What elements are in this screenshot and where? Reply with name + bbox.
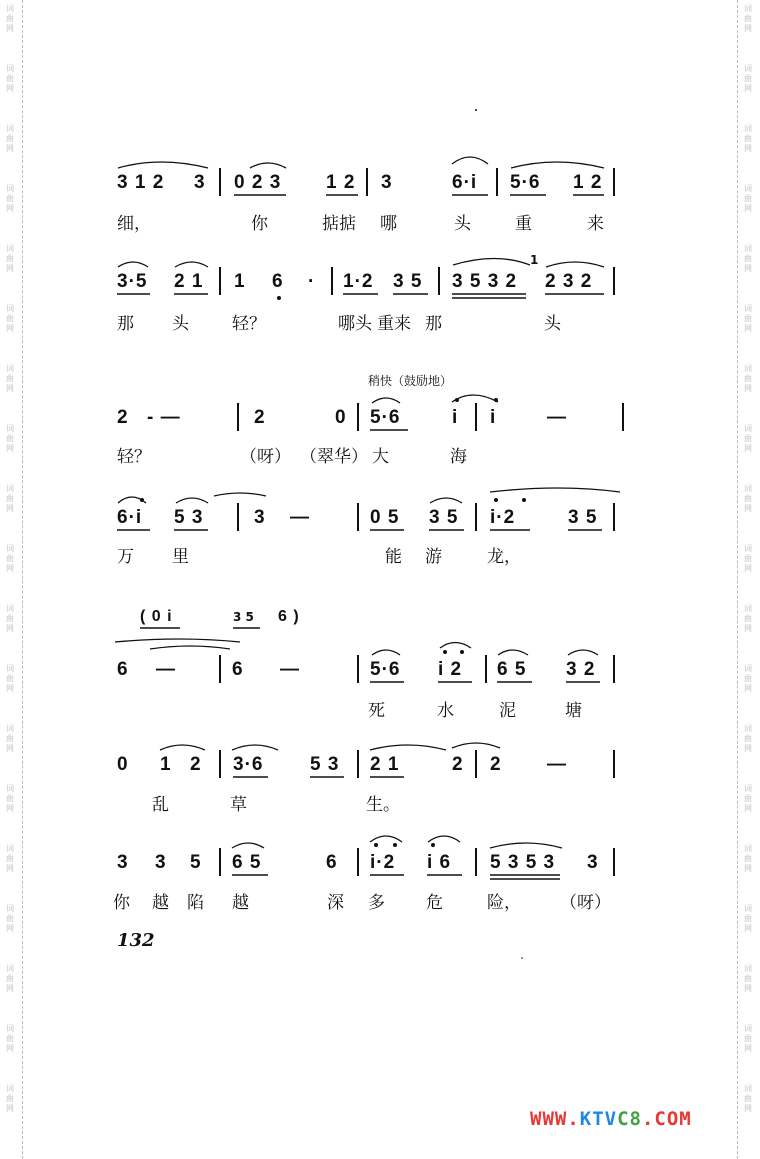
lyric: 头: [172, 314, 189, 334]
note-group: 1 2: [326, 172, 356, 193]
watermark-char: 曲: [6, 254, 14, 263]
lyric: 深: [327, 893, 344, 913]
lyric: 万: [117, 547, 134, 567]
lyric: 里: [172, 547, 189, 567]
watermark-char: 网: [744, 624, 752, 633]
watermark-char: 网: [744, 384, 752, 393]
slur: [150, 646, 230, 649]
lyric: 生。: [366, 795, 400, 815]
watermark-char: 网: [744, 504, 752, 513]
note-group: 6 5: [232, 852, 262, 873]
watermark-char: 曲: [6, 1034, 14, 1043]
lyric: 你: [251, 214, 268, 234]
note-group: 1: [160, 754, 172, 775]
watermark-char: 词: [6, 244, 14, 253]
lyric: 险，: [487, 893, 521, 913]
watermark-char: 曲: [6, 1094, 14, 1103]
slur: [214, 493, 266, 496]
watermark-char: 词: [6, 604, 14, 613]
watermark-char: 网: [744, 84, 752, 93]
watermark-char: 网: [744, 144, 752, 153]
note-group: 1: [234, 271, 246, 292]
watermark-char: 曲: [6, 554, 14, 563]
note-group: 2: [254, 407, 266, 428]
note-group: 5 3 5 3: [490, 852, 556, 873]
note-group: 0: [117, 754, 129, 775]
watermark-char: 词: [6, 484, 14, 493]
lyric: 龙，: [487, 547, 521, 567]
watermark-char: 网: [6, 864, 14, 873]
watermark-char: 曲: [6, 614, 14, 623]
watermark-char: 网: [744, 684, 752, 693]
watermark-char: 词: [744, 1084, 752, 1093]
watermark-char: 网: [744, 984, 752, 993]
note-group: 3·5: [117, 271, 148, 292]
watermark-char: 词: [6, 724, 14, 733]
lyric: 塘: [565, 701, 582, 721]
watermark-char: 词: [744, 544, 752, 553]
watermark-char: 网: [6, 264, 14, 273]
lyric: 草: [230, 795, 247, 815]
watermark-char: 网: [6, 444, 14, 453]
lyric: 水: [437, 701, 454, 721]
watermark-char: 网: [6, 1104, 14, 1113]
watermark-char: 词: [6, 124, 14, 133]
slur: [176, 498, 208, 503]
lyric: 能: [385, 547, 402, 567]
note-group: 3: [381, 172, 393, 193]
note-group: i·2: [490, 507, 516, 528]
note-group: 2 3 2: [545, 271, 593, 292]
note-group: ·: [308, 271, 316, 292]
note-group: 3 5: [568, 507, 598, 528]
note-group: 5·6: [370, 659, 401, 680]
watermark-char: 曲: [6, 74, 14, 83]
watermark-char: 网: [6, 84, 14, 93]
watermark-char: 曲: [6, 734, 14, 743]
slur: [160, 745, 205, 750]
slur: [490, 843, 562, 848]
note-group: i: [490, 407, 497, 428]
watermark-char: 曲: [744, 674, 752, 683]
watermark-char: 曲: [744, 1094, 752, 1103]
note-group: 6 ): [278, 608, 300, 625]
lyric: 头: [544, 314, 561, 334]
lyric: 来: [587, 214, 604, 234]
watermark-char: 词: [744, 604, 752, 613]
watermark-char: 曲: [6, 434, 14, 443]
watermark-char: 词: [6, 1024, 14, 1033]
watermark-char: 词: [6, 424, 14, 433]
grace-note: 1: [530, 253, 539, 267]
watermark-char: 网: [6, 804, 14, 813]
note-group: 1 2: [573, 172, 603, 193]
lyric: （呀）: [240, 447, 291, 467]
slur: [452, 395, 498, 402]
slur: [118, 262, 148, 267]
lyric: 头: [454, 214, 471, 234]
note-group: 5 3: [174, 507, 204, 528]
watermark-char: 词: [744, 484, 752, 493]
watermark-char: 曲: [744, 494, 752, 503]
slur: [440, 643, 471, 649]
slur: [232, 843, 264, 848]
watermark-char: 词: [744, 784, 752, 793]
lyric: 越: [232, 893, 249, 913]
watermark-char: 词: [6, 1084, 14, 1093]
lyric: 乱: [152, 795, 169, 815]
note-group: - —: [147, 407, 181, 428]
slur: [372, 650, 400, 655]
watermark-char: 词: [744, 4, 752, 13]
note-group: 3: [117, 852, 129, 873]
lyric: 掂掂: [322, 214, 356, 234]
note-group: 6: [232, 659, 244, 680]
watermark-char: 词: [744, 964, 752, 973]
watermark-char: 词: [6, 184, 14, 193]
watermark-char: 词: [6, 304, 14, 313]
note-group: 5·6: [370, 407, 401, 428]
watermark-char: 词: [744, 184, 752, 193]
watermark-char: 网: [744, 744, 752, 753]
page-number: 132: [117, 930, 155, 951]
watermark-char: 曲: [6, 374, 14, 383]
site-part: WWW.: [530, 1108, 580, 1130]
lyric: 哪头: [338, 314, 372, 334]
lyric: 死: [368, 701, 385, 721]
watermark-char: 词: [6, 4, 14, 13]
note-group: 3 5 3 2: [452, 271, 518, 292]
lyric: 轻？: [117, 447, 151, 467]
watermark-char: 曲: [744, 854, 752, 863]
slur: [452, 743, 500, 748]
watermark-char: 网: [6, 384, 14, 393]
tempo-mark: 稍快（鼓励地）: [368, 374, 453, 388]
watermark-char: 词: [6, 64, 14, 73]
watermark-char: 网: [6, 324, 14, 333]
watermark-char: 网: [744, 924, 752, 933]
watermark-char: 曲: [6, 134, 14, 143]
watermark-char: 网: [744, 864, 752, 873]
watermark-char: 曲: [744, 794, 752, 803]
watermark-char: 网: [744, 324, 752, 333]
watermark-char: 网: [744, 444, 752, 453]
watermark-char: 曲: [744, 734, 752, 743]
lyric: 危: [426, 893, 443, 913]
note-group: 3: [254, 507, 266, 528]
watermark-char: 网: [744, 804, 752, 813]
note-group: —: [280, 659, 300, 680]
watermark-char: 曲: [744, 914, 752, 923]
note-group: 6: [326, 852, 338, 873]
site-watermark: [530, 1108, 692, 1130]
lyric: 海: [450, 447, 467, 467]
site-part: C8: [617, 1108, 642, 1130]
note-group: 2 1: [174, 271, 204, 292]
slur: [546, 262, 604, 267]
lyric: 游: [425, 547, 442, 567]
watermark-char: 曲: [744, 134, 752, 143]
lyric: 大: [372, 447, 389, 467]
note-group: —: [547, 407, 567, 428]
watermark-char: 词: [6, 844, 14, 853]
note-group: 6·i: [452, 172, 478, 193]
slur: [511, 162, 604, 168]
watermark-char: 词: [744, 364, 752, 373]
note-group: 0: [335, 407, 347, 428]
watermark-char: 曲: [744, 374, 752, 383]
slur: [568, 650, 598, 655]
slur: [118, 162, 208, 168]
lyric: 细，: [117, 214, 151, 234]
watermark-char: 曲: [6, 14, 14, 23]
watermark-char: 词: [744, 64, 752, 73]
watermark-char: 网: [744, 1044, 752, 1053]
watermark-char: 曲: [744, 974, 752, 983]
watermark-char: 词: [6, 544, 14, 553]
watermark-char: 网: [6, 24, 14, 33]
note-group: —: [156, 659, 176, 680]
note-group: 1·2: [343, 271, 374, 292]
note-group: 3: [155, 852, 167, 873]
slur: [372, 398, 400, 403]
note-group: 5 3: [310, 754, 340, 775]
watermark-char: 曲: [744, 14, 752, 23]
watermark-char: 词: [744, 844, 752, 853]
note-group: 3 2: [566, 659, 596, 680]
note-group: 2: [490, 754, 502, 775]
note-group: 3: [194, 172, 206, 193]
watermark-char: 词: [744, 124, 752, 133]
note-group: ( 0 i: [140, 608, 173, 625]
watermark-char: 曲: [6, 194, 14, 203]
watermark-char: 词: [744, 664, 752, 673]
lyric: 哪: [380, 214, 397, 234]
watermark-char: 曲: [744, 614, 752, 623]
watermark-char: 曲: [6, 854, 14, 863]
watermark-char: 曲: [744, 434, 752, 443]
note-group: 6·i: [117, 507, 143, 528]
watermark-char: 曲: [744, 254, 752, 263]
watermark-char: 网: [6, 144, 14, 153]
slur: [370, 745, 446, 750]
slur: [115, 639, 240, 642]
watermark-char: 曲: [744, 194, 752, 203]
watermark-char: 网: [6, 684, 14, 693]
watermark-char: 网: [6, 744, 14, 753]
watermark-char: 网: [744, 564, 752, 573]
watermark-char: 词: [744, 304, 752, 313]
watermark-char: 曲: [744, 554, 752, 563]
note-group: 5: [190, 852, 202, 873]
watermark-char: 词: [6, 664, 14, 673]
note-group: 0 2 3: [234, 172, 282, 193]
lyric: 越: [152, 893, 169, 913]
note-group: 6 5: [497, 659, 527, 680]
note-group: 3 5: [429, 507, 459, 528]
slur: [452, 157, 488, 164]
slur: [498, 650, 528, 655]
note-group: 2: [190, 754, 202, 775]
slur: [175, 262, 208, 267]
watermark-char: 网: [6, 504, 14, 513]
note-group: i 6: [427, 852, 452, 873]
watermark-char: 词: [744, 904, 752, 913]
note-group: —: [547, 754, 567, 775]
watermark-char: 曲: [6, 314, 14, 323]
watermark-char: 网: [6, 924, 14, 933]
watermark-char: 网: [6, 204, 14, 213]
watermark-char: 曲: [6, 674, 14, 683]
watermark-char: 网: [6, 1044, 14, 1053]
note-group: i·2: [370, 852, 396, 873]
watermark-char: 网: [744, 264, 752, 273]
note-group: 3 5: [393, 271, 423, 292]
note-group: 2: [452, 754, 464, 775]
watermark-char: 曲: [6, 494, 14, 503]
lyric: 重来: [377, 314, 411, 334]
lyric: 那: [117, 314, 134, 334]
lyric: 重: [515, 214, 532, 234]
note-group: 3·6: [233, 754, 264, 775]
slur: [453, 259, 530, 266]
watermark-char: 网: [6, 624, 14, 633]
watermark-char: 词: [6, 904, 14, 913]
note-group: 2: [117, 407, 129, 428]
lyric: 那: [425, 314, 442, 334]
watermark-char: 词: [744, 724, 752, 733]
watermark-char: 网: [744, 204, 752, 213]
slur: [430, 498, 462, 503]
watermark-char: 词: [744, 424, 752, 433]
lyric: （呀）: [560, 893, 611, 913]
watermark-char: 网: [6, 984, 14, 993]
watermark-char: 曲: [6, 974, 14, 983]
watermark-char: 词: [6, 364, 14, 373]
lyric: 陷: [187, 893, 204, 913]
watermark-char: 网: [6, 564, 14, 573]
note-group: 6: [272, 271, 284, 292]
watermark-char: 词: [6, 784, 14, 793]
site-part: KTV: [579, 1108, 618, 1130]
watermark-char: 曲: [6, 794, 14, 803]
watermark-char: 词: [6, 964, 14, 973]
watermark-char: 曲: [744, 74, 752, 83]
watermark-char: 词: [744, 244, 752, 253]
slur: [428, 836, 460, 842]
lyric: 你: [113, 893, 130, 913]
watermark-char: 曲: [744, 314, 752, 323]
note-group: 3 5: [233, 610, 254, 624]
note-group: i 2: [438, 659, 463, 680]
watermark-char: 曲: [6, 914, 14, 923]
note-group: 3: [587, 852, 599, 873]
watermark-char: 网: [744, 1104, 752, 1113]
lyric: 泥: [499, 701, 516, 721]
lyric: 多: [368, 893, 385, 913]
note-group: i: [452, 407, 459, 428]
note-group: 0 5: [370, 507, 400, 528]
slur: [490, 488, 620, 492]
note-group: 2 1: [370, 754, 400, 775]
note-group: 5·6: [510, 172, 541, 193]
slur: [370, 836, 402, 842]
watermark-char: 网: [744, 24, 752, 33]
note-group: 3 1 2: [117, 172, 165, 193]
note-group: 6: [117, 659, 129, 680]
lyric: （翠华）: [300, 447, 368, 467]
site-part: .COM: [641, 1108, 692, 1130]
slur: [250, 163, 286, 168]
lyric: 轻？: [232, 314, 266, 334]
watermark-char: 曲: [744, 1034, 752, 1043]
slur: [232, 745, 278, 750]
watermark-char: 词: [744, 1024, 752, 1033]
note-group: —: [290, 507, 310, 528]
